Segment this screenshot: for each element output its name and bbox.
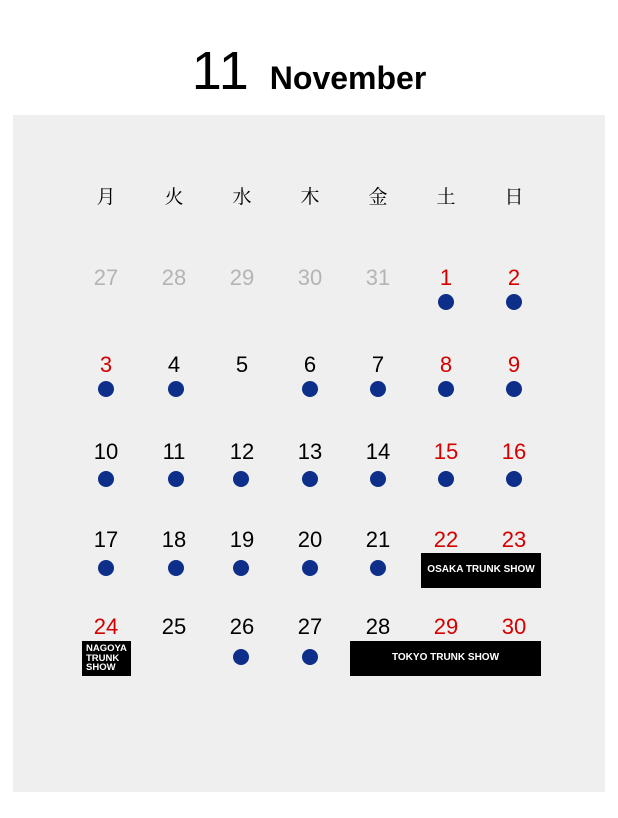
day-cell[interactable]: 12 [229, 439, 255, 464]
day-cell[interactable]: 17 [93, 527, 119, 552]
availability-dot-icon [233, 560, 249, 576]
month-number: 11 [191, 41, 250, 101]
availability-dot-icon [370, 381, 386, 397]
day-cell[interactable]: 16 [501, 439, 527, 464]
day-cell[interactable]: 20 [297, 527, 323, 552]
availability-dot-icon [506, 471, 522, 487]
day-cell[interactable]: 3 [99, 352, 113, 377]
availability-dot-icon [98, 381, 114, 397]
event-nagoya-line-3: SHOW [86, 662, 116, 674]
availability-dot-icon [302, 381, 318, 397]
day-cell[interactable]: 11 [162, 439, 186, 464]
event-nagoya-line-1: NAGOYA [86, 642, 127, 654]
day-cell[interactable]: 30 [501, 614, 527, 639]
availability-dot-icon [98, 471, 114, 487]
day-cell[interactable]: 29 [229, 265, 255, 290]
day-cell[interactable]: 27 [93, 265, 119, 290]
availability-dot-icon [370, 560, 386, 576]
day-cell[interactable]: 1 [439, 265, 453, 290]
availability-dot-icon [370, 471, 386, 487]
day-cell[interactable]: 26 [229, 614, 255, 639]
weekday-label-2: 水 [232, 186, 252, 208]
day-cell[interactable]: 18 [161, 527, 187, 552]
day-cell[interactable]: 28 [161, 265, 187, 290]
availability-dot-icon [98, 560, 114, 576]
day-cell[interactable]: 27 [297, 614, 323, 639]
day-cell[interactable]: 25 [161, 614, 187, 639]
availability-dot-icon [506, 294, 522, 310]
day-cell[interactable]: 31 [365, 265, 391, 290]
availability-dot-icon [438, 381, 454, 397]
day-cell[interactable]: 29 [433, 614, 459, 639]
availability-dot-icon [438, 471, 454, 487]
weekday-label-3: 木 [300, 186, 320, 208]
event-nagoya-trunk-show[interactable] [82, 641, 131, 676]
availability-dot-icon [233, 471, 249, 487]
availability-dot-icon [168, 381, 184, 397]
day-cell[interactable]: 6 [303, 352, 317, 377]
weekday-label-5: 土 [436, 186, 456, 208]
event-nagoya-line-2: TRUNK [86, 652, 120, 664]
day-cell[interactable]: 14 [365, 439, 391, 464]
day-cell[interactable]: 19 [229, 527, 255, 552]
day-cell[interactable]: 8 [439, 352, 453, 377]
weekday-label-1: 火 [164, 186, 184, 208]
day-cell[interactable]: 30 [297, 265, 323, 290]
day-cell[interactable]: 23 [501, 527, 527, 552]
calendar-header [0, 40, 618, 120]
day-cell[interactable]: 5 [235, 352, 249, 377]
availability-dot-icon [168, 471, 184, 487]
day-cell[interactable]: 4 [167, 352, 181, 377]
availability-dot-icon [233, 649, 249, 665]
weekday-label-6: 日 [504, 186, 524, 208]
day-cell[interactable]: 21 [365, 527, 391, 552]
day-cell[interactable]: 10 [93, 439, 119, 464]
day-cell[interactable]: 24 [93, 614, 119, 639]
availability-dot-icon [302, 649, 318, 665]
availability-dot-icon [302, 471, 318, 487]
availability-dot-icon [506, 381, 522, 397]
availability-dot-icon [438, 294, 454, 310]
event-osaka-trunk-show[interactable]: OSAKA TRUNK SHOW [421, 553, 541, 588]
day-cell[interactable]: 28 [365, 614, 391, 639]
month-name: November [269, 60, 427, 96]
day-cell[interactable]: 2 [507, 265, 521, 290]
weekday-label-4: 金 [368, 186, 388, 208]
day-cell[interactable]: 13 [297, 439, 323, 464]
day-cell[interactable]: 15 [433, 439, 459, 464]
weekday-label-0: 月 [96, 186, 116, 208]
day-cell[interactable]: 9 [507, 352, 521, 377]
availability-dot-icon [168, 560, 184, 576]
availability-dot-icon [302, 560, 318, 576]
day-cell[interactable]: 22 [433, 527, 459, 552]
day-cell[interactable]: 7 [371, 352, 385, 377]
event-tokyo-trunk-show[interactable]: TOKYO TRUNK SHOW [350, 641, 541, 676]
